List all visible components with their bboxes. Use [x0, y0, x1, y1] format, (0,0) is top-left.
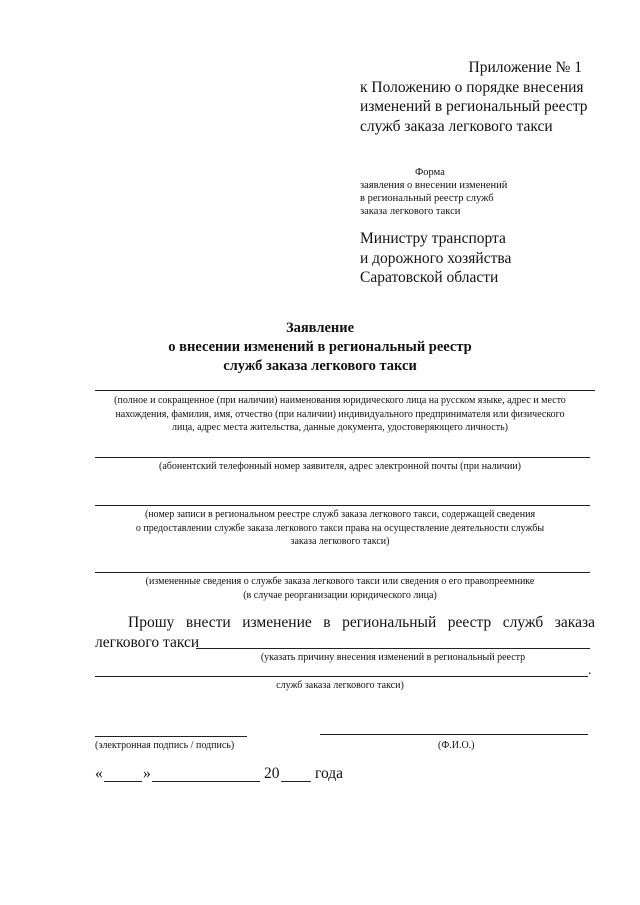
title-line: служб заказа легкового такси: [223, 358, 417, 374]
document-title: [0, 319, 640, 376]
appendix-line: изменений в региональный реестр: [360, 98, 588, 115]
changed-info-caption: [90, 575, 590, 602]
date-close-quote: »: [143, 765, 151, 782]
appendix-line: служб заказа легкового такси: [360, 117, 553, 135]
form-heading: Форма: [415, 167, 445, 178]
caption-line: лица, адрес места жительства, данные документа, удостоверяющего личность): [172, 422, 508, 433]
appendix-line: к Положению о порядке внесения: [360, 78, 584, 96]
form-line: заказа легкового такси: [360, 206, 461, 217]
addressee-line: и дорожного хозяйства: [360, 249, 512, 267]
fio-caption: (Ф.И.О.): [438, 740, 475, 751]
date-day-field[interactable]: [104, 781, 142, 782]
record-field-line[interactable]: [95, 505, 590, 506]
caption-line: о предоставлении службе заказа легкового такси права на осуществление деятельности службы: [135, 522, 545, 534]
request-paragraph: [95, 613, 595, 653]
contacts-caption: (абонентский телефонный номер заявителя, адрес электронной почты (при наличии): [159, 461, 521, 472]
caption-line: (полное и сокращенное (при наличии) наименования юридического лица на русском языке, адрес и место: [114, 395, 566, 406]
caption-line: (номер записи в региональном реестре служб заказа легкового такси, содержащей сведения: [144, 509, 536, 520]
changed-info-field-line[interactable]: [95, 572, 590, 573]
caption-line: заказа легкового такси): [290, 536, 390, 547]
form-note: [360, 166, 507, 218]
caption-line: (измененные сведения о службе заказа легкового такси или сведения о его правопреемнике: [145, 576, 535, 587]
addressee-line: Саратовской области: [360, 269, 499, 286]
caption-line: нахождения, фамилия, имя, отчество (при наличии) индивидуального предпринимателя или физического: [115, 408, 565, 420]
request-line: легкового такси: [95, 634, 200, 651]
applicant-field-line[interactable]: [95, 390, 595, 391]
reason-field-line-2[interactable]: [95, 676, 588, 677]
applicant-caption: [90, 394, 590, 435]
addressee-block: [360, 229, 511, 288]
date-open-quote: «: [95, 765, 103, 782]
reason-caption-2: служб заказа легкового такси): [276, 680, 404, 691]
contacts-field-line[interactable]: [95, 457, 590, 458]
form-line: в региональный реестр служб: [360, 193, 494, 204]
date-year-prefix: 20: [264, 765, 280, 782]
title-line: Заявление: [285, 320, 355, 336]
reason-caption: (указать причину внесения изменений в региональный реестр: [260, 652, 526, 663]
fio-field-line[interactable]: [320, 734, 588, 735]
date-year-field[interactable]: [281, 781, 311, 782]
date-month-field[interactable]: [152, 781, 260, 782]
reason-period: .: [588, 663, 592, 678]
signature-caption: (электронная подпись / подпись): [95, 740, 235, 751]
form-line: заявления о внесении изменений: [360, 180, 508, 191]
appendix-block: [360, 58, 588, 136]
date-year-suffix: года: [315, 765, 344, 782]
title-line: о внесении изменений в региональный реестр: [168, 339, 472, 355]
signature-field-line[interactable]: [95, 736, 247, 737]
addressee-line: Министру транспорта: [360, 230, 506, 247]
appendix-number: Приложение № 1: [468, 59, 582, 76]
request-line: Прошу внести изменение в региональный реестр служб заказа: [128, 614, 595, 631]
caption-line: (в случае реорганизации юридического лица): [243, 589, 437, 601]
record-caption: [90, 508, 590, 549]
reason-field-line[interactable]: [196, 648, 590, 649]
